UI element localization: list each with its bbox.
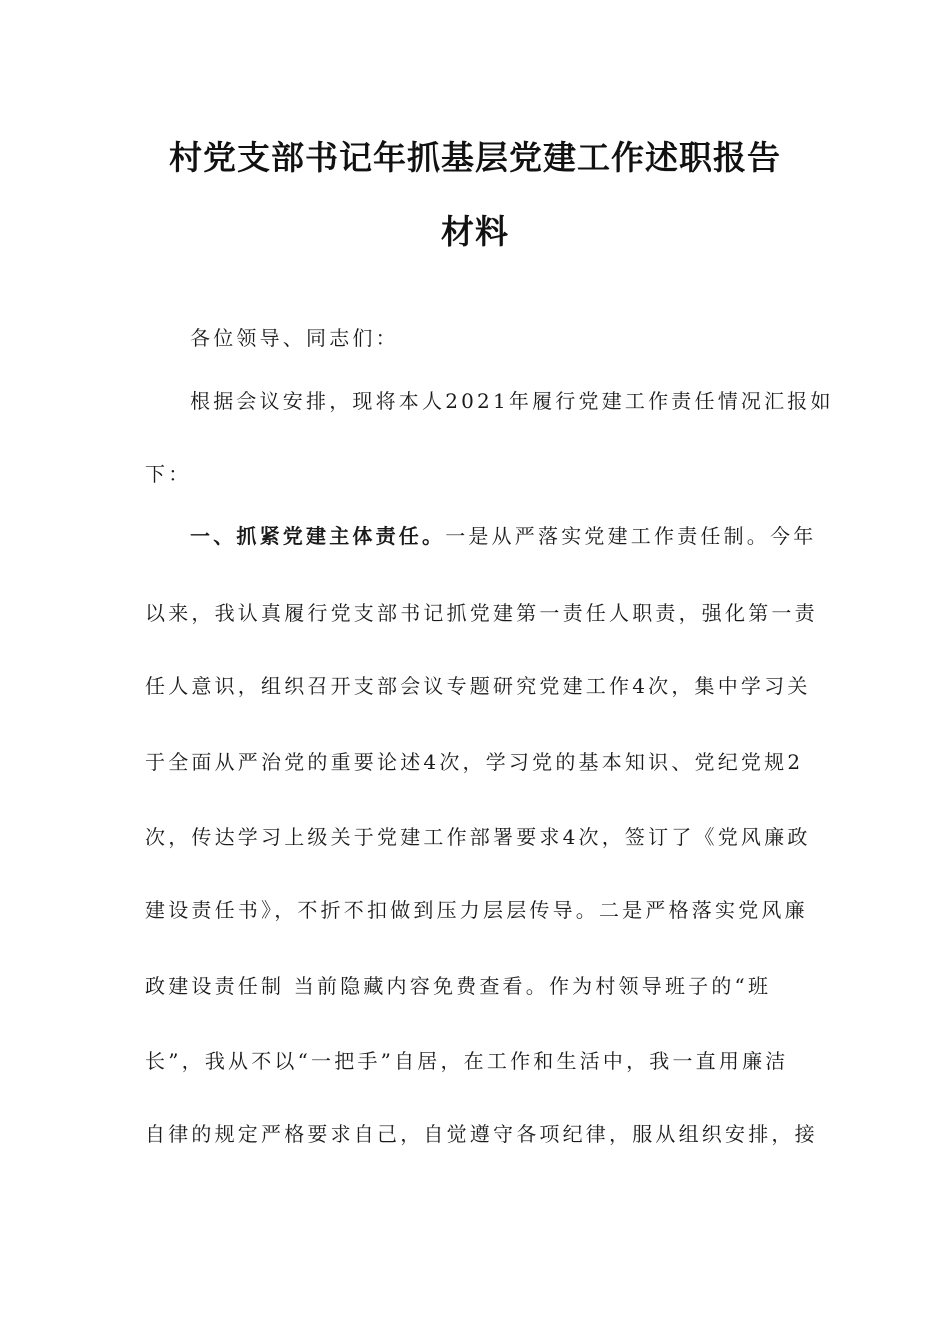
section-1-line-6: 建设责任书》，不折不扣做到压力层层传导。二是严格落实党风廉 <box>145 898 808 922</box>
section-1-line-9: 自律的规定严格要求自己，自觉遵守各项纪律，服从组织安排，接 <box>145 1122 818 1146</box>
section-1-line-3: 任人意识，组织召开支部会议专题研究党建工作4次，集中学习关 <box>145 674 811 698</box>
greeting: 各位领导、同志们： <box>190 326 399 350</box>
section-1-line-8: 长”，我从不以“一把手”自居，在工作和生活中，我一直用廉洁 <box>145 1049 789 1073</box>
section-1-line-4: 于全面从严治党的重要论述4次，学习党的基本知识、党纪党规2 <box>145 750 804 774</box>
section-1-line-5: 次，传达学习上级关于党建工作部署要求4次，签订了《党风廉政 <box>145 825 811 849</box>
section-1-heading: 一、抓紧党建主体责任。 <box>190 524 446 548</box>
section-1-line-1 <box>190 520 816 549</box>
document-title-line-1: 村党支部书记年抓基层党建工作述职报告 <box>169 138 781 177</box>
intro-line-2: 下： <box>145 462 192 486</box>
section-1-line-2: 以来，我认真履行党支部书记抓党建第一责任人职责，强化第一责 <box>145 601 818 625</box>
section-1-line-7: 政建设责任制 当前隐藏内容免费查看。作为村领导班子的“班 <box>145 974 772 998</box>
document-title-line-2: 材料 <box>441 212 509 251</box>
intro-line-1: 根据会议安排，现将本人2021年履行党建工作责任情况汇报如 <box>190 389 834 413</box>
section-1-line-1-text: 一是从严落实党建工作责任制。今年 <box>445 524 817 548</box>
